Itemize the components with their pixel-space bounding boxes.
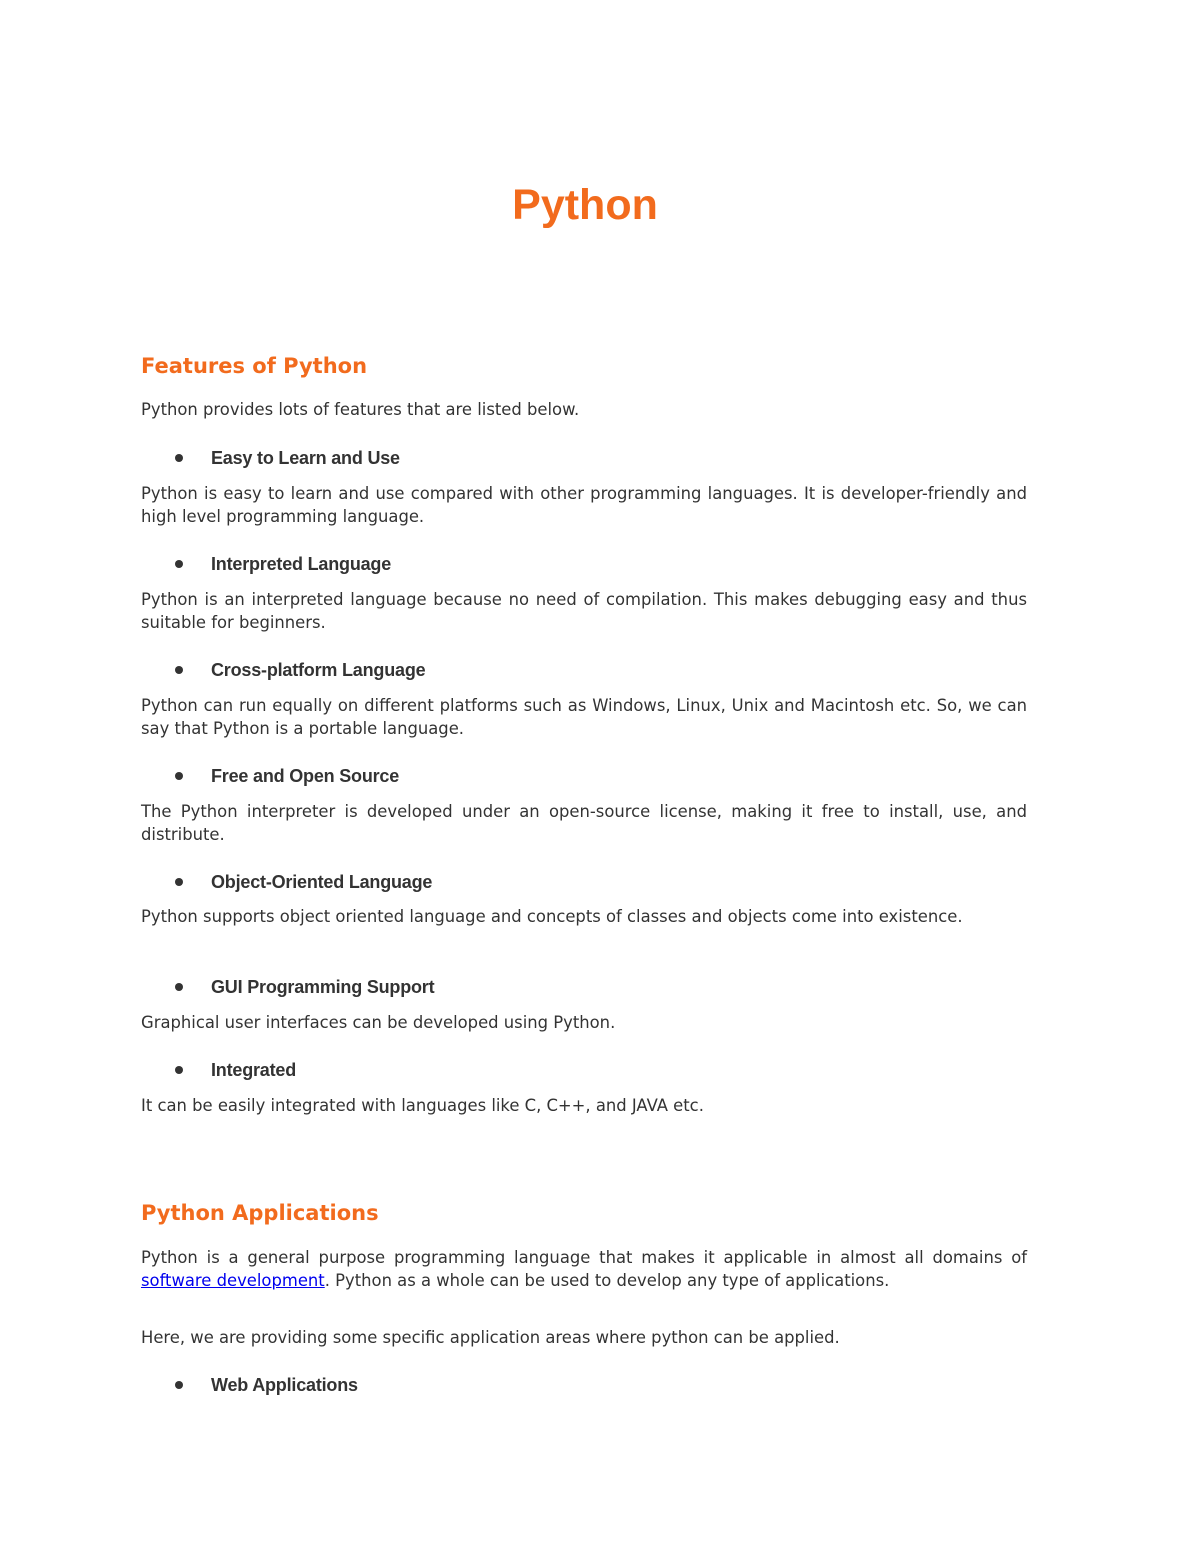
- applications-intro: [141, 1246, 1027, 1292]
- software-development-link[interactable]: software development: [141, 1271, 325, 1290]
- bullet-icon: [175, 983, 183, 991]
- section-heading-features: Features of Python: [141, 354, 368, 378]
- feature-label: Cross-platform Language: [211, 660, 426, 680]
- page-title: Python: [512, 181, 658, 229]
- application-areas-intro: Here, we are providing some specific application areas where python can be applied.: [141, 1328, 840, 1347]
- bullet-icon: [175, 666, 183, 674]
- feature-label: Free and Open Source: [211, 766, 400, 786]
- feature-description: Python is an interpreted language because no need of compilation. This makes debugging easy and thus suitable for beginners.: [141, 590, 1027, 632]
- list-item: [175, 764, 399, 788]
- section-heading-applications: Python Applications: [141, 1201, 379, 1225]
- feature-label: Interpreted Language: [211, 554, 392, 574]
- list-item: [175, 1373, 358, 1397]
- feature-description: Python supports object oriented language and concepts of classes and objects come into existence.: [141, 907, 963, 926]
- feature-description: The Python interpreter is developed under an open-source license, making it free to install, use, and distribute.: [141, 802, 1027, 844]
- application-label: Web Applications: [211, 1375, 358, 1395]
- bullet-icon: [175, 1381, 183, 1389]
- bullet-icon: [175, 560, 183, 568]
- list-item: [175, 446, 400, 470]
- list-item: [175, 975, 434, 999]
- bullet-icon: [175, 454, 183, 462]
- feature-description: Graphical user interfaces can be developed using Python.: [141, 1013, 616, 1032]
- list-item: [175, 552, 391, 576]
- applications-intro-text-continued: . Python as a whole can be used to develop any type of applications.: [324, 1271, 890, 1290]
- features-intro: Python provides lots of features that are listed below.: [141, 400, 580, 419]
- feature-label: Integrated: [211, 1060, 297, 1080]
- feature-label: Easy to Learn and Use: [211, 448, 400, 468]
- bullet-icon: [175, 1066, 183, 1074]
- bullet-icon: [175, 878, 183, 886]
- list-item: [175, 1058, 296, 1082]
- feature-description: Python is easy to learn and use compared with other programming languages. It is developer-friendly and high level programming language.: [141, 484, 1027, 526]
- bullet-icon: [175, 772, 183, 780]
- list-item: [175, 658, 425, 682]
- applications-intro-text: Python is a general purpose programming language that makes it applicable in almost all domains of: [141, 1248, 1027, 1267]
- feature-description: It can be easily integrated with languages like C, C++, and JAVA etc.: [141, 1096, 704, 1115]
- list-item: [175, 870, 432, 894]
- feature-description: Python can run equally on different platforms such as Windows, Linux, Unix and Macintosh etc. So, we can say that Python is a portable language.: [141, 696, 1027, 738]
- feature-label: GUI Programming Support: [211, 977, 435, 997]
- feature-label: Object-Oriented Language: [211, 872, 433, 892]
